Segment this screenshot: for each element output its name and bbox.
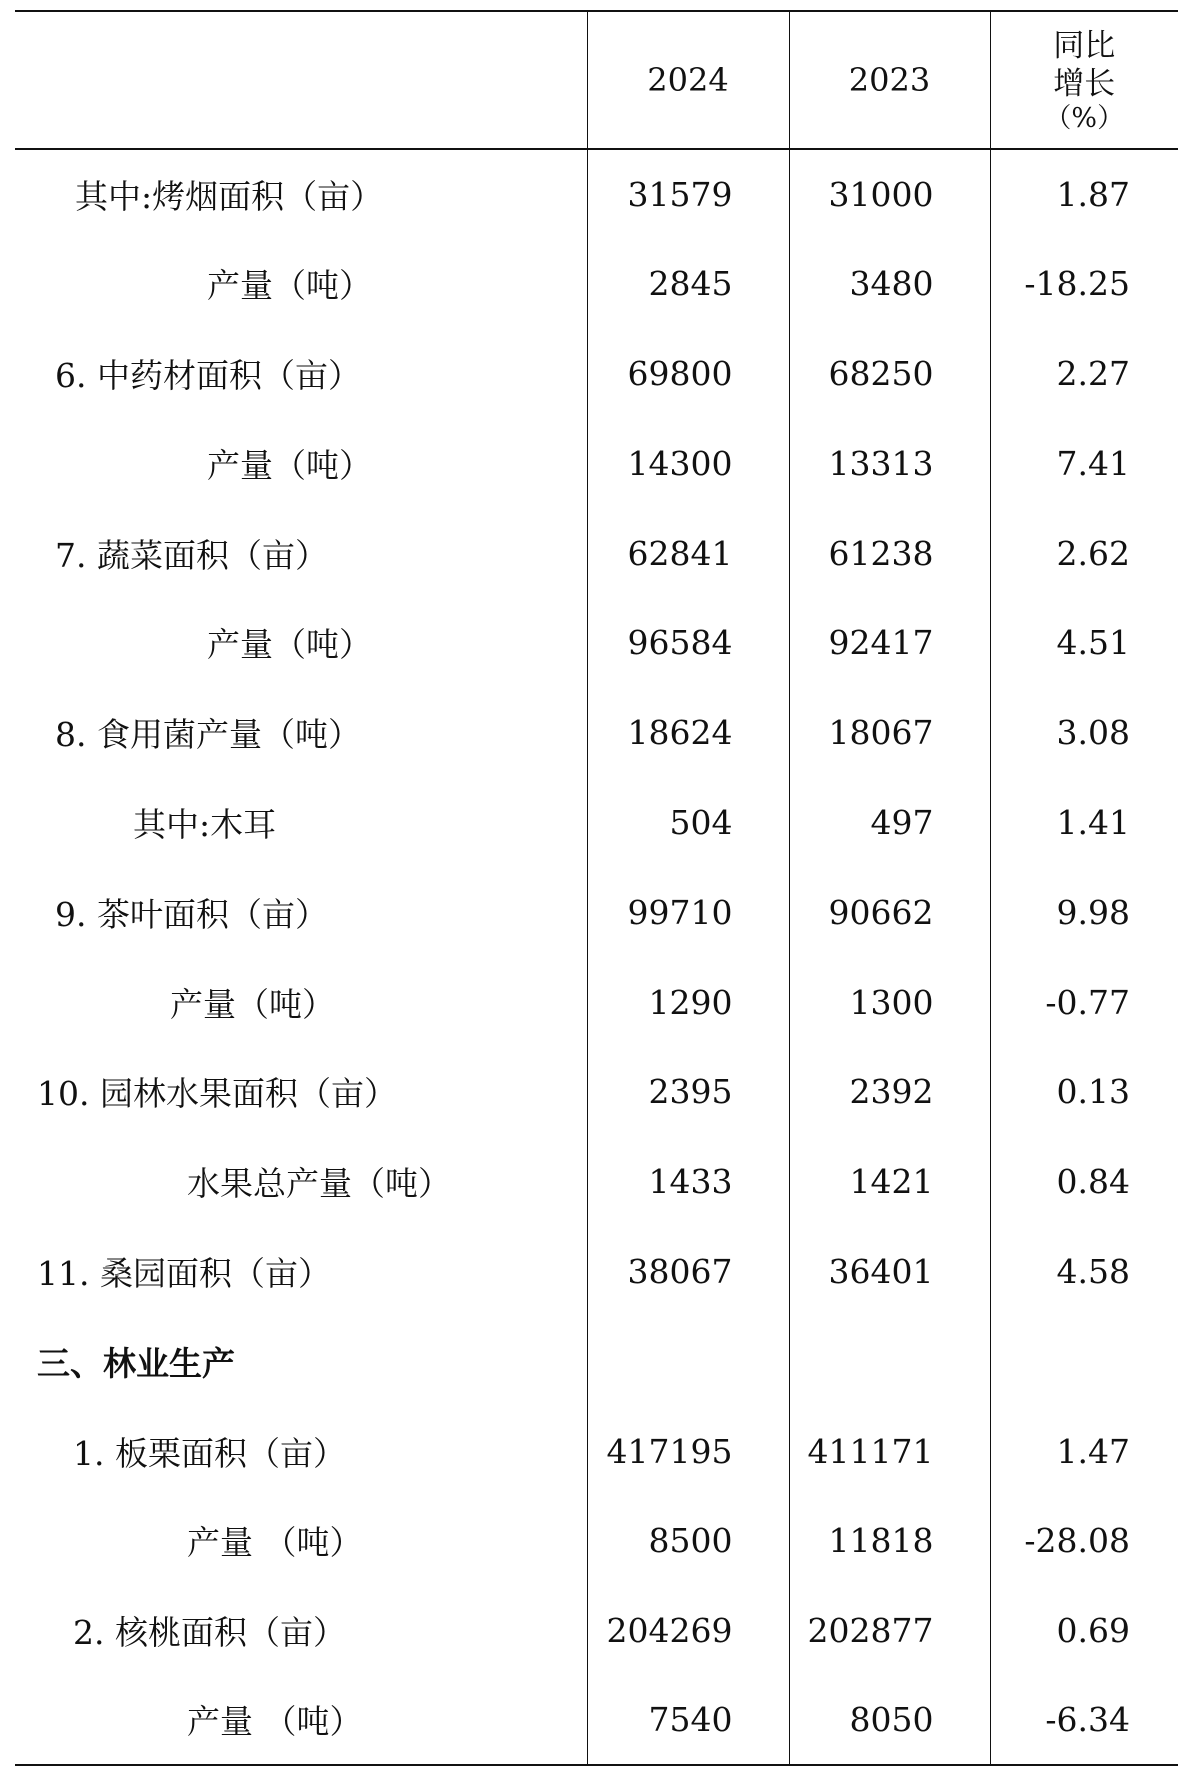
header-label-cell xyxy=(15,11,587,149)
value-2024: 504 xyxy=(587,778,789,868)
row-label: 2. 核桃面积（亩） xyxy=(73,1613,346,1653)
value-2024: 31579 xyxy=(587,149,789,239)
value-2023: 11818 xyxy=(789,1496,990,1586)
value-2024: 14300 xyxy=(587,418,789,508)
table-row xyxy=(15,778,1178,868)
value-2023: 61238 xyxy=(789,508,990,598)
value-2024: 99710 xyxy=(587,867,789,957)
value-2023: 36401 xyxy=(789,1227,990,1317)
value-2024: 96584 xyxy=(587,598,789,688)
header-year-2024: 2024 xyxy=(587,11,789,149)
value-yoy: -0.77 xyxy=(990,957,1178,1047)
row-label: 产量（吨） xyxy=(207,625,372,665)
table-row xyxy=(15,1047,1178,1137)
row-label: 产量 （吨） xyxy=(15,1676,587,1766)
table-row xyxy=(15,688,1178,778)
row-label: 8. 食用菌产量（吨） xyxy=(55,715,361,755)
value-2023: 1421 xyxy=(789,1137,990,1227)
table-row xyxy=(15,1406,1178,1496)
row-label: 7. 蔬菜面积（亩） xyxy=(55,535,328,575)
header-yoy-unit: （%） xyxy=(1044,103,1125,134)
value-2024: 7540 xyxy=(587,1676,789,1766)
value-yoy: 4.51 xyxy=(990,598,1178,688)
value-2024: 1290 xyxy=(587,957,789,1047)
row-label: 产量（吨） xyxy=(207,266,372,306)
header-yoy-line2: 增长 xyxy=(1053,66,1116,102)
table-row xyxy=(15,1227,1178,1317)
value-2023: 90662 xyxy=(789,867,990,957)
value-2023: 411171 xyxy=(789,1406,990,1496)
value-2023 xyxy=(789,1316,990,1406)
value-2023: 68250 xyxy=(789,329,990,419)
value-yoy: 2.62 xyxy=(990,508,1178,598)
table-header-row xyxy=(15,11,1178,149)
value-yoy: 1.47 xyxy=(990,1406,1178,1496)
section-title: 三、林业生产 xyxy=(37,1343,235,1383)
row-label: 其中:烤烟面积（亩） xyxy=(75,176,384,216)
table-row xyxy=(15,1586,1178,1676)
table-row xyxy=(15,957,1178,1047)
value-yoy: 0.13 xyxy=(990,1047,1178,1137)
value-2023: 8050 xyxy=(789,1676,990,1766)
value-yoy: 7.41 xyxy=(990,418,1178,508)
value-yoy xyxy=(990,1316,1178,1406)
value-yoy: 2.27 xyxy=(990,329,1178,419)
section-header-row xyxy=(15,1316,1178,1406)
row-label: 水果总产量（吨） xyxy=(187,1164,451,1204)
value-2023: 3480 xyxy=(789,239,990,329)
value-yoy: -6.34 xyxy=(990,1676,1178,1766)
row-label: 其中:木耳 xyxy=(133,804,277,844)
value-2023: 202877 xyxy=(789,1586,990,1676)
value-2024: 2395 xyxy=(587,1047,789,1137)
value-yoy: 1.87 xyxy=(990,149,1178,239)
header-yoy-growth xyxy=(990,11,1178,149)
value-2024: 417195 xyxy=(587,1406,789,1496)
value-2023: 92417 xyxy=(789,598,990,688)
row-label: 10. 园林水果面积（亩） xyxy=(37,1074,397,1114)
table-row xyxy=(15,1496,1178,1586)
row-label: 产量（吨） xyxy=(170,984,335,1024)
value-yoy: 0.69 xyxy=(990,1586,1178,1676)
value-2023: 31000 xyxy=(789,149,990,239)
table-row xyxy=(15,1676,1178,1766)
table-row xyxy=(15,418,1178,508)
value-2024 xyxy=(587,1316,789,1406)
row-label: 9. 茶叶面积（亩） xyxy=(55,894,328,934)
table-row xyxy=(15,1137,1178,1227)
table-row xyxy=(15,598,1178,688)
value-yoy: 9.98 xyxy=(990,867,1178,957)
value-2024: 2845 xyxy=(587,239,789,329)
value-2024: 1433 xyxy=(587,1137,789,1227)
row-label: 11. 桑园面积（亩） xyxy=(37,1253,331,1293)
value-yoy: 0.84 xyxy=(990,1137,1178,1227)
value-yoy: -18.25 xyxy=(990,239,1178,329)
table-row xyxy=(15,867,1178,957)
value-2023: 1300 xyxy=(789,957,990,1047)
header-yoy-line1: 同比 xyxy=(1053,28,1116,64)
value-yoy: 1.41 xyxy=(990,778,1178,868)
value-2023: 13313 xyxy=(789,418,990,508)
value-2024: 69800 xyxy=(587,329,789,419)
value-2023: 2392 xyxy=(789,1047,990,1137)
statistics-table xyxy=(15,10,1178,1766)
row-label: 1. 板栗面积（亩） xyxy=(73,1433,346,1473)
header-year-2023: 2023 xyxy=(789,11,990,149)
value-2024: 8500 xyxy=(587,1496,789,1586)
value-2024: 204269 xyxy=(587,1586,789,1676)
row-label: 6. 中药材面积（亩） xyxy=(55,355,361,395)
value-2024: 38067 xyxy=(587,1227,789,1317)
value-yoy: -28.08 xyxy=(990,1496,1178,1586)
value-2024: 18624 xyxy=(587,688,789,778)
table-row xyxy=(15,508,1178,598)
value-yoy: 3.08 xyxy=(990,688,1178,778)
value-2023: 18067 xyxy=(789,688,990,778)
row-label: 产量 （吨） xyxy=(187,1523,363,1563)
table-row xyxy=(15,329,1178,419)
value-yoy: 4.58 xyxy=(990,1227,1178,1317)
value-2023: 497 xyxy=(789,778,990,868)
table-row xyxy=(15,239,1178,329)
row-label: 产量（吨） xyxy=(207,445,372,485)
value-2024: 62841 xyxy=(587,508,789,598)
table-row xyxy=(15,149,1178,239)
